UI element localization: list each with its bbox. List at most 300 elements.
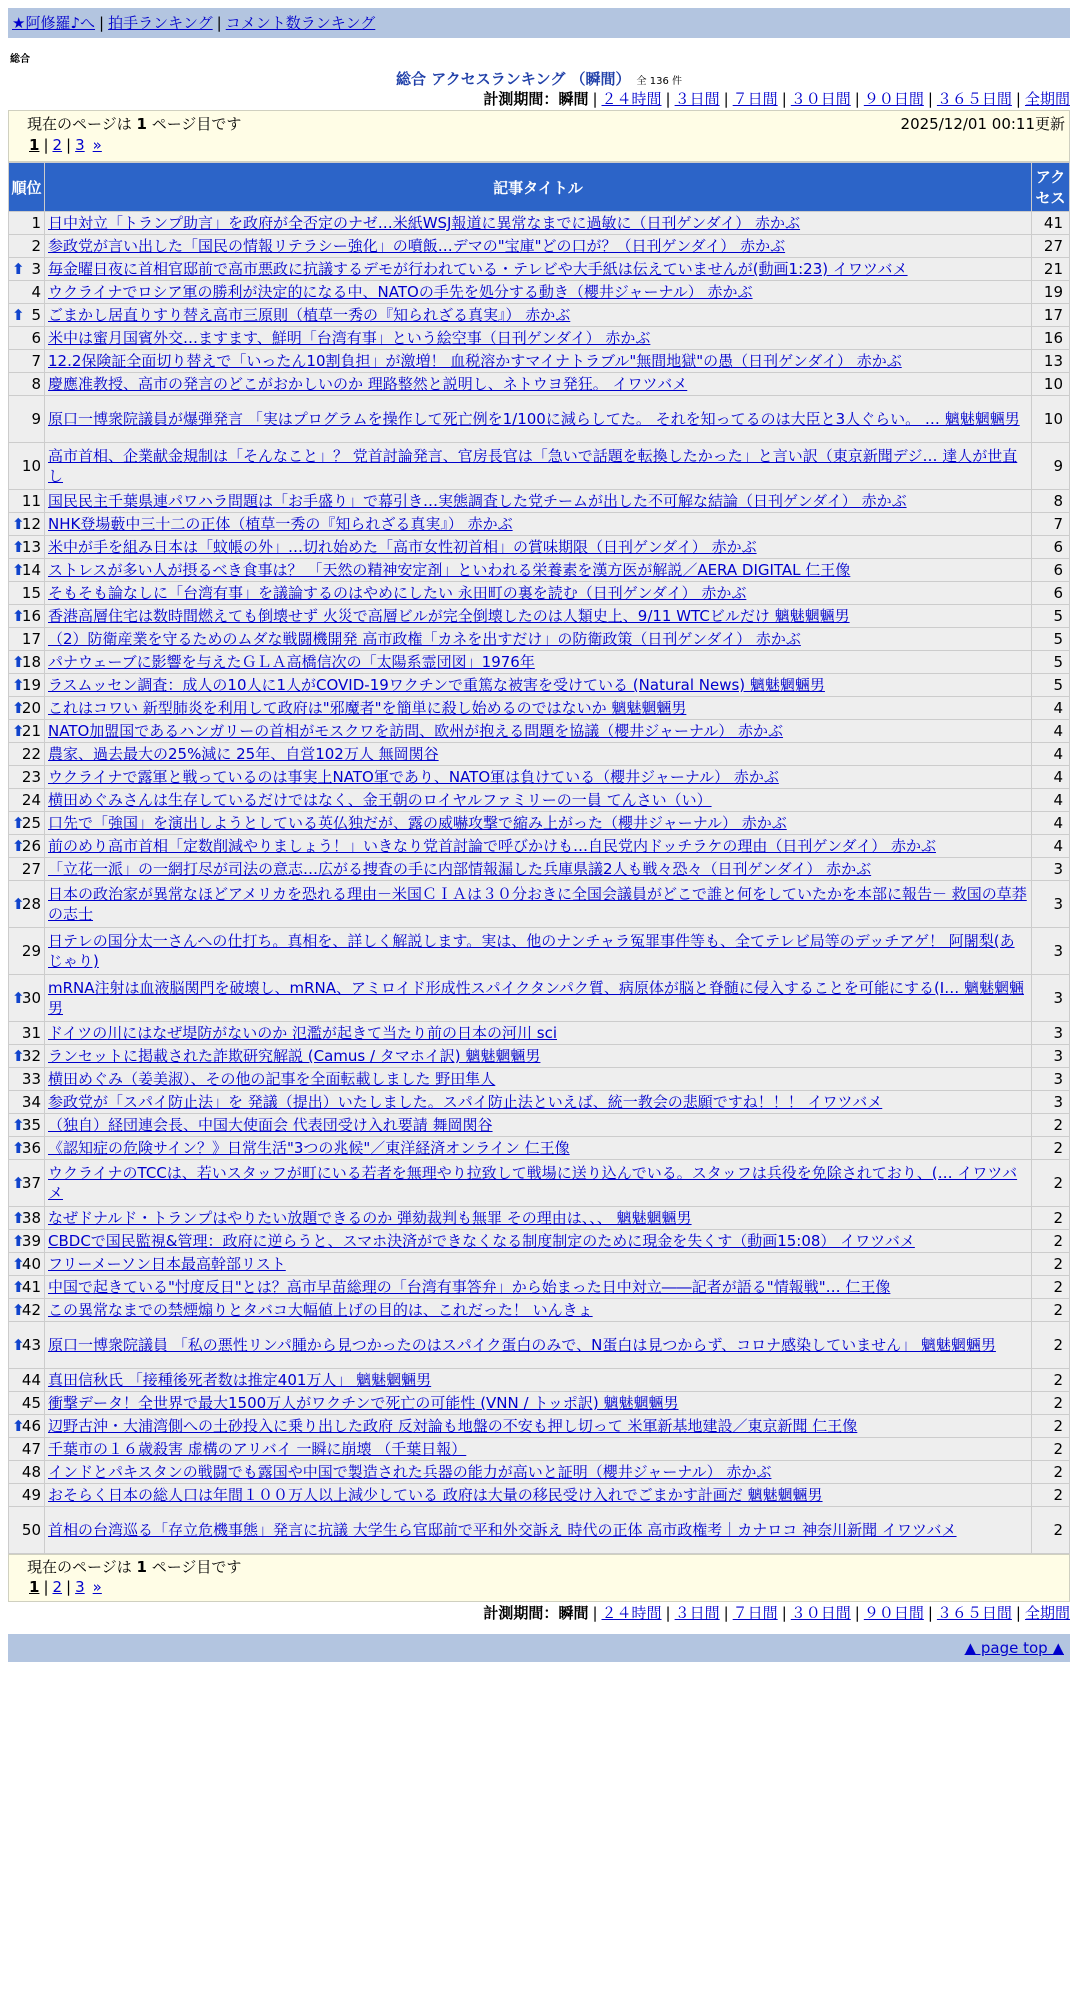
period-link[interactable]: ３０日間 xyxy=(790,1604,851,1622)
rank-number: 29 xyxy=(21,942,41,960)
page-status-suffix: ページ目です xyxy=(151,115,242,133)
rank-cell xyxy=(9,235,44,257)
up-arrow-icon: ⬆ xyxy=(12,895,25,913)
page-current: 1 xyxy=(29,136,40,154)
rank-number: 2 xyxy=(31,237,41,255)
period-current: 瞬間 xyxy=(558,90,589,108)
rank-number: 30 xyxy=(21,989,41,1007)
rank-number: 32 xyxy=(21,1047,41,1065)
table-row xyxy=(9,1022,1069,1044)
up-arrow-icon: ⬆ xyxy=(12,1174,25,1192)
title-cell xyxy=(45,651,1031,673)
page-next-link[interactable]: » xyxy=(92,1578,102,1596)
title-cell xyxy=(45,1484,1031,1506)
title-cell xyxy=(45,605,1031,627)
article-link[interactable]: 参政党が言い出した「国民の情報リテラシー強化」の噴飯…デマの"宝庫"どの口が？（日刊ゲンダイ） 赤かぶ xyxy=(48,237,786,255)
access-count: 2 xyxy=(1032,1137,1069,1159)
up-arrow-icon: ⬆ xyxy=(12,653,25,671)
title-cell xyxy=(45,373,1031,395)
article-link[interactable]: NATO加盟国であるハンガリーの首相がモスクワを訪問、欧州が抱える問題を協議（櫻井ジャーナル） 赤かぶ xyxy=(48,722,784,740)
title-cell xyxy=(45,743,1031,765)
title-cell xyxy=(45,975,1031,1021)
ranking-table xyxy=(8,162,1070,1554)
table-row xyxy=(9,812,1069,834)
page-info-bottom xyxy=(8,1554,1070,1602)
rank-number: 42 xyxy=(21,1301,41,1319)
period-link[interactable]: ３６５日間 xyxy=(936,1604,1012,1622)
rank-number: 22 xyxy=(21,745,41,763)
title-cell xyxy=(45,881,1031,927)
rank-cell xyxy=(9,258,44,280)
rank-cell xyxy=(9,1022,44,1044)
rank-cell xyxy=(9,766,44,788)
nav-separator: | xyxy=(216,14,222,32)
rank-cell xyxy=(9,720,44,742)
article-link[interactable]: 口先で「強国」を演出しようとしている英仏独だが、露の威嚇攻撃で縮み上がった（櫻井ジャーナル） 赤かぶ xyxy=(48,814,787,832)
access-count: 3 xyxy=(1032,858,1069,880)
title-cell xyxy=(45,1230,1031,1252)
article-link[interactable]: 千葉市の１６歳殺害 虚構のアリバイ 一瞬に崩壊 （千葉日報） xyxy=(48,1440,467,1458)
article-link[interactable]: 原口一博衆院議員 「私の悪性リンパ腫から見つかったのはスパイク蛋白のみで、N蛋白は見つからず、コロナ感染していません」 魑魅魍魎男 xyxy=(48,1336,996,1354)
rank-cell xyxy=(9,1507,44,1553)
article-link[interactable]: 原口一博衆院議員が爆弾発言 「実はプログラムを操作して死亡例を1/100に減らしてた。 それを知ってるのは大臣と3人ぐらい。 … 魑魅魍魎男 xyxy=(48,410,1020,428)
article-link[interactable]: ウクライナで露軍と戦っているのは事実上NATO軍であり、NATO軍は負けている（櫻井ジャーナル） 赤かぶ xyxy=(48,768,779,786)
rank-number: 35 xyxy=(21,1116,41,1134)
up-arrow-icon: ⬆ xyxy=(12,1417,25,1435)
table-row xyxy=(9,1299,1069,1321)
rank-number: 34 xyxy=(21,1093,41,1111)
rank-cell xyxy=(9,1369,44,1391)
period-link[interactable]: ２４時間 xyxy=(601,1604,662,1622)
article-link[interactable]: 慶應准教授、高市の発言のどこがおかしいのか 理路整然と説明し、ネトウヨ発狂。 イワツバメ xyxy=(48,375,688,393)
article-link[interactable]: 衝撃データ！全世界で最大1500万人がワクチンで死亡の可能性 (VNN / トッポ訳) 魑魅魍魎男 xyxy=(48,1394,679,1412)
title-cell xyxy=(45,212,1031,234)
rank-cell xyxy=(9,1207,44,1229)
rank-number: 10 xyxy=(21,457,41,475)
period-link[interactable]: ７日間 xyxy=(732,90,778,108)
rank-number: 33 xyxy=(21,1070,41,1088)
article-link[interactable]: パナウェーブに影響を与えたＧＬＡ高橋信次の「太陽系霊団図」1976年 xyxy=(48,653,535,671)
access-count: 3 xyxy=(1032,1022,1069,1044)
article-link[interactable]: 横田めぐみさんは生存しているだけではなく、金王朝のロイヤルファミリーの一員 てんさい（い） xyxy=(48,791,712,809)
rank-cell xyxy=(9,536,44,558)
access-count: 13 xyxy=(1032,350,1069,372)
rank-number: 47 xyxy=(21,1440,41,1458)
rank-cell xyxy=(9,858,44,880)
title-cell xyxy=(45,1207,1031,1229)
rank-number: 17 xyxy=(21,630,41,648)
access-count: 5 xyxy=(1032,605,1069,627)
title-cell xyxy=(45,697,1031,719)
page-top-link[interactable]: ▲ page top ▲ xyxy=(964,1639,1064,1657)
table-row xyxy=(9,881,1069,927)
up-arrow-icon: ⬆ xyxy=(12,1278,25,1296)
article-link[interactable]: 高市首相、企業献金規制は「そんなこと」？ 党首討論発言、官房長官は「急いで話題を転換したかった」と言い訳（東京新聞デジ… 達人が世直し xyxy=(48,447,1018,485)
title-cell xyxy=(45,536,1031,558)
article-link[interactable]: CBDCで国民監視&管理：政府に逆らうと、スマホ決済ができなくなる制度制定のために現金を失くす（動画15:08） イワツバメ xyxy=(48,1232,915,1250)
access-count: 2 xyxy=(1032,1392,1069,1414)
title-cell xyxy=(45,1299,1031,1321)
access-count: 4 xyxy=(1032,766,1069,788)
table-row xyxy=(9,350,1069,372)
rank-number: 40 xyxy=(21,1255,41,1273)
table-row xyxy=(9,304,1069,326)
access-count: 8 xyxy=(1032,490,1069,512)
period-separator: | xyxy=(781,90,787,108)
article-link[interactable]: この異常なまでの禁煙煽りとタバコ大幅値上げの目的は、これだった！ いんきょ xyxy=(48,1301,593,1319)
title-cell xyxy=(45,720,1031,742)
article-link[interactable]: なぜドナルド・トランプはやりたい放題できるのか 弾劾裁判も無罪 その理由は、、、 魑魅魍魎男 xyxy=(48,1209,692,1227)
table-row xyxy=(9,1461,1069,1483)
up-arrow-icon: ⬆ xyxy=(12,1116,25,1134)
rank-cell xyxy=(9,1068,44,1090)
table-row xyxy=(9,443,1069,489)
rank-cell xyxy=(9,1461,44,1483)
period-link[interactable]: ２４時間 xyxy=(601,90,662,108)
rank-number: 19 xyxy=(21,676,41,694)
rank-number: 37 xyxy=(21,1174,41,1192)
article-link[interactable]: 毎金曜日夜に首相官邸前で高市悪政に抗議するデモが行われている・テレビや大手紙は伝えていませんが(動画1:23) イワツバメ xyxy=(48,260,908,278)
rank-cell xyxy=(9,1276,44,1298)
access-count: 3 xyxy=(1032,975,1069,1021)
article-link[interactable]: 中国で起きている"忖度反日"とは？高市早苗総理の「台湾有事答弁」から始まった日中対立――記者が語る"情報戦"… 仁王像 xyxy=(48,1278,891,1296)
nav-link-asyura[interactable]: ★阿修羅♪へ xyxy=(12,14,96,32)
title-cell xyxy=(45,1022,1031,1044)
table-row xyxy=(9,559,1069,581)
rank-cell xyxy=(9,304,44,326)
article-link[interactable]: おそらく日本の総人口は年間１００万人以上減少している 政府は大量の移民受け入れでごまかす計画だ 魑魅魍魎男 xyxy=(48,1486,823,1504)
article-link[interactable]: 12.2保険証全面切り替えで「いったん10割負担」が激増！ 血税溶かすマイナトラブル"無間地獄"の愚（日刊ゲンダイ） 赤かぶ xyxy=(48,352,902,370)
article-link[interactable]: インドとパキスタンの戦闘でも露国や中国で製造された兵器の能力が高いと証明（櫻井ジャーナル） 赤かぶ xyxy=(48,1463,772,1481)
table-row xyxy=(9,582,1069,604)
article-link[interactable]: 辺野古沖・大浦湾側への土砂投入に乗り出した政府 反対論も地盤の不安も押し切って 米軍新基地建設／東京新聞 仁王像 xyxy=(48,1417,858,1435)
article-link[interactable]: mRNA注射は血液脳関門を破壊し、mRNA、アミロイド形成性スパイクタンパク質、病原体が脳と脊髄に侵入することを可能にする(I… 魑魅魍魎男 xyxy=(48,979,1024,1017)
rank-cell xyxy=(9,582,44,604)
article-link[interactable]: 香港高層住宅は数時間燃えても倒壊せず 火災で高層ビルが完全倒壊したのは人類史上、9/11 WTCビルだけ 魑魅魍魎男 xyxy=(48,607,850,625)
page-status-text: 現在のページは xyxy=(27,1558,132,1576)
pagination-top xyxy=(27,135,1063,155)
up-arrow-icon: ⬆ xyxy=(12,722,25,740)
access-count: 17 xyxy=(1032,304,1069,326)
rank-cell xyxy=(9,651,44,673)
article-link[interactable]: 日本の政治家が異常なほどアメリカを恐れる理由－米国ＣＩＡは３０分おきに全国会議員がどこで誰と何をしていたかを本部に報告－ 救国の草莽の志士 xyxy=(48,885,1027,923)
current-page-num: 1 xyxy=(136,1558,147,1576)
table-row xyxy=(9,835,1069,857)
rank-number: 45 xyxy=(21,1394,41,1412)
page-spacer xyxy=(85,1578,93,1596)
rank-cell xyxy=(9,975,44,1021)
table-header-row xyxy=(9,163,1069,211)
page-link[interactable]: 2 xyxy=(52,136,63,154)
page-separator: | xyxy=(66,1578,72,1596)
access-count: 6 xyxy=(1032,536,1069,558)
rank-number: 4 xyxy=(31,283,41,301)
period-separator: | xyxy=(854,90,860,108)
article-link[interactable]: ドイツの川にはなぜ堤防がないのか 氾濫が起きて当たり前の日本の河川 sci xyxy=(48,1024,558,1042)
title-cell xyxy=(45,812,1031,834)
access-count: 9 xyxy=(1032,443,1069,489)
nav-separator: | xyxy=(99,14,105,32)
period-link[interactable]: ３６５日間 xyxy=(936,90,1012,108)
period-link[interactable]: ７日間 xyxy=(732,1604,778,1622)
title-cell xyxy=(45,1415,1031,1437)
rank-number: 49 xyxy=(21,1486,41,1504)
rank-cell xyxy=(9,350,44,372)
article-link[interactable]: ウクライナのTCCは、若いスタッフが町にいる若者を無理やり拉致して戦場に送り込んでいる。スタッフは兵役を免除されており、(… イワツバメ xyxy=(48,1164,1018,1202)
rank-cell xyxy=(9,835,44,857)
article-link[interactable]: 首相の台湾巡る「存立危機事態」発言に抗議 大学生ら官邸前で平和外交訴え 時代の正体 高市政権考｜カナロコ 神奈川新聞 イワツバメ xyxy=(48,1521,957,1539)
rank-cell xyxy=(9,281,44,303)
title-cell xyxy=(45,490,1031,512)
rank-number: 28 xyxy=(21,895,41,913)
table-row xyxy=(9,1091,1069,1113)
title-cell xyxy=(45,674,1031,696)
period-link[interactable]: ９０日間 xyxy=(863,90,924,108)
access-count: 10 xyxy=(1032,396,1069,442)
rank-number: 12 xyxy=(21,515,41,533)
article-link[interactable]: （2）防衛産業を守るためのムダな戦闘機開発 高市政権「カネを出すだけ」の防衛政策（日刊ゲンダイ） 赤かぶ xyxy=(48,630,801,648)
rank-number: 23 xyxy=(21,768,41,786)
article-link[interactable]: （独自）経団連会長、中国大使面会 代表団受け入れ要請 舞岡関谷 xyxy=(48,1116,493,1134)
access-count: 10 xyxy=(1032,373,1069,395)
title-cell xyxy=(45,1276,1031,1298)
header-access: アクセス xyxy=(1032,163,1069,211)
rank-number: 5 xyxy=(31,306,41,324)
up-arrow-icon: ⬆ xyxy=(12,607,25,625)
period-link[interactable]: ９０日間 xyxy=(863,1604,924,1622)
access-count: 21 xyxy=(1032,258,1069,280)
page-separator: | xyxy=(66,136,72,154)
nav-link-comment-ranking[interactable]: コメント数ランキング xyxy=(225,14,376,32)
rank-number: 44 xyxy=(21,1371,41,1389)
period-link[interactable]: ３日間 xyxy=(674,90,720,108)
up-arrow-icon: ⬆ xyxy=(12,306,25,324)
article-link[interactable]: 横田めぐみ（姜美淑）、その他の記事を全面転載しました 野田隼人 xyxy=(48,1070,496,1088)
period-label: 計測期間： xyxy=(483,1604,559,1622)
rank-cell xyxy=(9,1438,44,1460)
title-cell xyxy=(45,258,1031,280)
title-cell xyxy=(45,1461,1031,1483)
table-row xyxy=(9,720,1069,742)
page-link[interactable]: 3 xyxy=(75,1578,85,1596)
page-status-bottom xyxy=(27,1557,1063,1577)
table-row xyxy=(9,1276,1069,1298)
rank-number: 50 xyxy=(21,1521,41,1539)
access-count: 2 xyxy=(1032,1415,1069,1437)
rank-number: 24 xyxy=(21,791,41,809)
title-cell xyxy=(45,928,1031,974)
period-separator: | xyxy=(781,1604,787,1622)
title-cell xyxy=(45,1068,1031,1090)
article-link[interactable]: そもそも論なしに「台湾有事」を議論するのはやめにしたい 永田町の裏を読む（日刊ゲンダイ） 赤かぶ xyxy=(48,584,747,602)
rank-number: 48 xyxy=(21,1463,41,1481)
access-count: 2 xyxy=(1032,1322,1069,1368)
rank-cell xyxy=(9,1091,44,1113)
article-link[interactable]: ストレスが多い人が摂るべき食事は？ 「天然の精神安定剤」といわれる栄養素を漢方医が解説／AERA DIGITAL 仁王像 xyxy=(48,561,851,579)
period-selector-top xyxy=(8,88,1070,110)
rank-number: 25 xyxy=(21,814,41,832)
period-separator: | xyxy=(1015,1604,1021,1622)
nav-link-applause-ranking[interactable]: 拍手ランキング xyxy=(108,14,213,32)
title-cell xyxy=(45,766,1031,788)
page-status-text: 現在のページは xyxy=(27,115,132,133)
rank-number: 7 xyxy=(31,352,41,370)
table-row xyxy=(9,858,1069,880)
table-row xyxy=(9,1160,1069,1206)
article-link[interactable]: 参政党が「スパイ防止法」を 発議（提出）いたしました。スパイ防止法といえば、統一教会の悲願ですね！！！ イワツバメ xyxy=(48,1093,883,1111)
table-row xyxy=(9,1068,1069,1090)
rank-cell xyxy=(9,743,44,765)
period-link[interactable]: 全期間 xyxy=(1024,1604,1070,1622)
article-link[interactable]: 日中対立「トランプ助言」を政府が全否定のナゼ…米紙WSJ報道に異常なまでに過敏に（日刊ゲンダイ） 赤かぶ xyxy=(48,214,801,232)
header-rank: 順位 xyxy=(9,163,44,211)
table-row xyxy=(9,605,1069,627)
access-count: 3 xyxy=(1032,1091,1069,1113)
pagination-bottom xyxy=(27,1577,1063,1597)
period-separator: | xyxy=(927,1604,933,1622)
up-arrow-icon: ⬆ xyxy=(12,1255,25,1273)
up-arrow-icon: ⬆ xyxy=(12,1209,25,1227)
rank-cell xyxy=(9,212,44,234)
top-nav-bar xyxy=(8,8,1070,38)
article-link[interactable]: 米中は蜜月国賓外交…ますます、鮮明「台湾有事」という絵空事（日刊ゲンダイ） 赤かぶ xyxy=(48,329,651,347)
table-row xyxy=(9,651,1069,673)
ranking-rows xyxy=(9,212,1069,1553)
article-link[interactable]: 日テレの国分太一さんへの仕打ち。真相を、詳しく解説します。実は、他のナンチャラ冤罪事件等も、全てテレビ局等のデッチアゲ！ 阿闍梨(あじゃり) xyxy=(48,932,1015,970)
period-separator: | xyxy=(1015,90,1021,108)
article-link[interactable]: 農家、過去最大の25%減に 25年、自営102万人 無岡関谷 xyxy=(48,745,439,763)
up-arrow-icon: ⬆ xyxy=(12,1139,25,1157)
article-link[interactable]: ごまかし居直りすり替え高市三原則（植草一秀の『知られざる真実』） 赤かぶ xyxy=(48,306,571,324)
title-cell xyxy=(45,1369,1031,1391)
title-cell xyxy=(45,1091,1031,1113)
access-count: 2 xyxy=(1032,1299,1069,1321)
page-spacer xyxy=(85,136,93,154)
table-row xyxy=(9,1507,1069,1553)
table-row xyxy=(9,928,1069,974)
up-arrow-icon: ⬆ xyxy=(12,538,25,556)
rank-cell xyxy=(9,373,44,395)
article-link[interactable]: ランセットに掲載された詐欺研究解説 (Camus / タマホイ訳) 魑魅魍魎男 xyxy=(48,1047,541,1065)
table-row xyxy=(9,1392,1069,1414)
rank-number: 1 xyxy=(31,214,41,232)
title-cell xyxy=(45,281,1031,303)
table-row xyxy=(9,490,1069,512)
access-count: 4 xyxy=(1032,697,1069,719)
period-link[interactable]: ３日間 xyxy=(674,1604,720,1622)
access-count: 2 xyxy=(1032,1207,1069,1229)
page-next-link[interactable]: » xyxy=(92,136,102,154)
period-separator: | xyxy=(723,90,729,108)
title-cell xyxy=(45,513,1031,535)
access-count: 7 xyxy=(1032,513,1069,535)
access-count: 5 xyxy=(1032,651,1069,673)
table-row xyxy=(9,789,1069,811)
period-separator: | xyxy=(927,90,933,108)
rank-cell xyxy=(9,812,44,834)
title-cell xyxy=(45,582,1031,604)
article-link[interactable]: 《認知症の危険サイン？》日常生活"3つの兆候"／東洋経済オンライン 仁王像 xyxy=(48,1139,570,1157)
rank-cell xyxy=(9,1230,44,1252)
access-count: 3 xyxy=(1032,881,1069,927)
rank-cell xyxy=(9,1322,44,1368)
rank-number: 8 xyxy=(31,375,41,393)
rank-cell xyxy=(9,1160,44,1206)
rank-cell xyxy=(9,1415,44,1437)
rank-number: 31 xyxy=(21,1024,41,1042)
total-count: 全 136 件 xyxy=(636,76,682,87)
rank-cell xyxy=(9,605,44,627)
title-cell xyxy=(45,327,1031,349)
rank-number: 16 xyxy=(21,607,41,625)
article-link[interactable]: 「立花一派」の一網打尽が司法の意志…広がる捜査の手に内部情報漏した兵庫県議2人も戦々恐々（日刊ゲンダイ） 赤かぶ xyxy=(48,860,872,878)
rank-cell xyxy=(9,1299,44,1321)
title-cell xyxy=(45,1438,1031,1460)
title-cell xyxy=(45,835,1031,857)
period-link[interactable]: 全期間 xyxy=(1024,90,1070,108)
table-row xyxy=(9,513,1069,535)
table-row xyxy=(9,1045,1069,1067)
table-row xyxy=(9,1253,1069,1275)
access-count: 4 xyxy=(1032,789,1069,811)
period-separator: | xyxy=(665,90,671,108)
rank-cell xyxy=(9,928,44,974)
access-count: 2 xyxy=(1032,1276,1069,1298)
table-row xyxy=(9,1415,1069,1437)
rank-cell xyxy=(9,789,44,811)
page-info-top xyxy=(8,110,1070,162)
access-count: 2 xyxy=(1032,1253,1069,1275)
page-link[interactable]: 2 xyxy=(52,1578,63,1596)
article-link[interactable]: NHK登場藪中三十二の正体（植草一秀の『知られざる真実』） 赤かぶ xyxy=(48,515,513,533)
article-link[interactable]: ラスムッセン調査：成人の10人に1人がCOVID-19ワクチンで重篤な被害を受けている (Natural News) 魑魅魍魎男 xyxy=(48,676,825,694)
article-link[interactable]: フリーメーソン日本最高幹部リスト xyxy=(48,1255,286,1273)
rank-number: 20 xyxy=(21,699,41,717)
access-count: 3 xyxy=(1032,928,1069,974)
table-row xyxy=(9,743,1069,765)
period-separator: | xyxy=(723,1604,729,1622)
table-row xyxy=(9,1438,1069,1460)
title-cell xyxy=(45,1392,1031,1414)
article-link[interactable]: 前のめり高市首相「定数削減やりましょう！」いきなり党首討論で呼びかけも…自民党内ドッチラケの理由（日刊ゲンダイ） 赤かぶ xyxy=(48,837,936,855)
rank-cell xyxy=(9,1045,44,1067)
rank-number: 13 xyxy=(21,538,41,556)
rank-cell xyxy=(9,490,44,512)
up-arrow-icon: ⬆ xyxy=(12,561,25,579)
access-count: 2 xyxy=(1032,1160,1069,1206)
period-link[interactable]: ３０日間 xyxy=(790,90,851,108)
table-row xyxy=(9,258,1069,280)
table-row xyxy=(9,373,1069,395)
access-count: 2 xyxy=(1032,1461,1069,1483)
article-link[interactable]: 米中が手を組み日本は「蚊帳の外」…切れ始めた「高市女性初首相」の賞味期限（日刊ゲンダイ） 赤かぶ xyxy=(48,538,757,556)
article-link[interactable]: 真田信秋氏 「接種後死者数は推定401万人」 魑魅魍魎男 xyxy=(48,1371,432,1389)
access-count: 6 xyxy=(1032,582,1069,604)
page-link[interactable]: 3 xyxy=(75,136,85,154)
period-current: 瞬間 xyxy=(558,1604,589,1622)
table-row xyxy=(9,235,1069,257)
article-link[interactable]: ウクライナでロシア軍の勝利が決定的になる中、NATOの手先を処分する動き（櫻井ジャーナル） 赤かぶ xyxy=(48,283,753,301)
table-row xyxy=(9,396,1069,442)
article-link[interactable]: これはコワい 新型肺炎を利用して政府は"邪魔者"を簡単に殺し始めるのではないか 魑魅魍魎男 xyxy=(48,699,687,717)
rank-cell xyxy=(9,674,44,696)
rank-cell xyxy=(9,443,44,489)
title-cell xyxy=(45,396,1031,442)
title-cell xyxy=(45,350,1031,372)
title-cell xyxy=(45,1045,1031,1067)
article-link[interactable]: 国民民主千葉県連パワハラ問題は「お手盛り」で幕引き…実態調査した党チームが出した不可解な結論（日刊ゲンダイ） 赤かぶ xyxy=(48,492,907,510)
updated-time: 2025/12/01 00:11更新 xyxy=(900,115,1065,133)
